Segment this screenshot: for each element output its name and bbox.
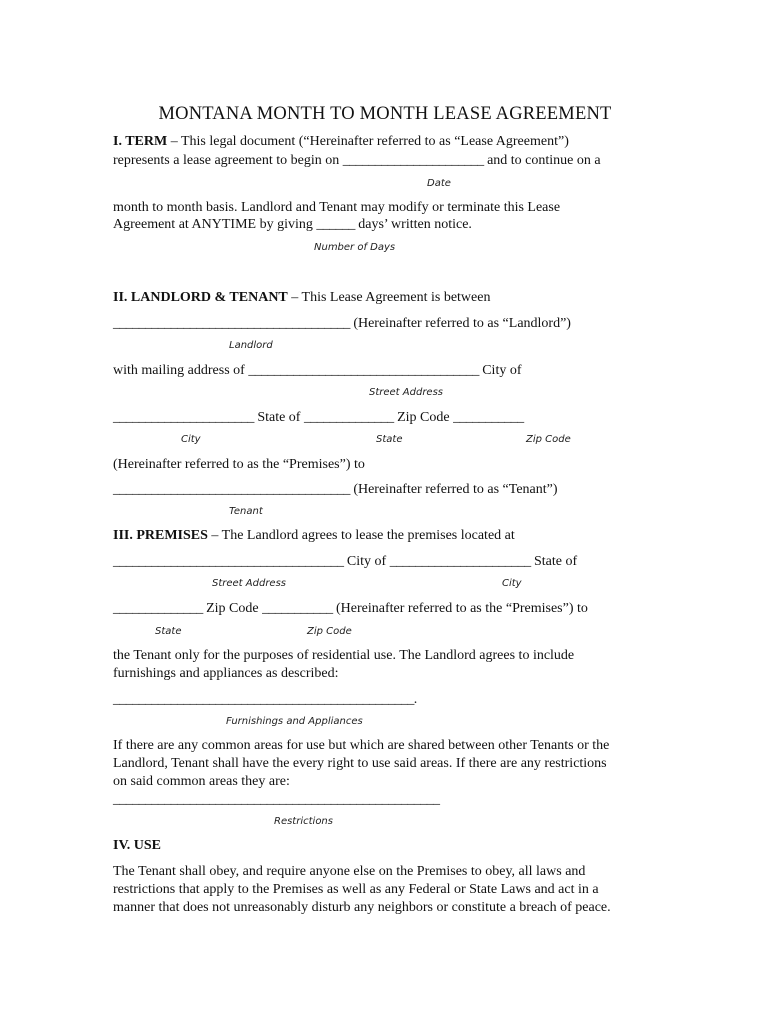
premises-city-blank[interactable]: ______________________ <box>389 554 531 569</box>
furnishings-blank[interactable]: _______________________________________________. <box>113 692 417 707</box>
premises-street-blank[interactable]: ____________________________________ <box>113 554 344 569</box>
street-caption: Street Address <box>369 387 444 398</box>
date-blank[interactable]: ______________________ <box>342 153 484 168</box>
tenant-line: _____________________________________ (Hereinafter referred to as “Tenant”) <box>113 482 558 497</box>
parties-heading: II. LANDLORD & TENANT <box>113 290 288 305</box>
premises-city-caption: City <box>502 578 522 589</box>
landlord-line: _____________________________________ (Hereinafter referred to as “Landlord”) <box>113 316 571 331</box>
use-para-2: restrictions that apply to the Premises as well as any Federal or State Laws and act in a <box>113 882 599 897</box>
premises-address-line: ____________________________________ City of ______________________ State of <box>113 554 578 569</box>
use-heading-line <box>113 837 161 855</box>
city-caption: City <box>181 434 201 445</box>
tenant-blank[interactable]: _____________________________________ <box>113 482 350 497</box>
use-heading: IV. USE <box>113 838 161 853</box>
premises-line-1: III. PREMISES – The Landlord agrees to lease the premises located at <box>113 528 515 543</box>
use-para-3: manner that does not unreasonably disturb any neighbors or constitute a breach of peace. <box>113 900 611 915</box>
tenant-caption: Tenant <box>229 506 263 517</box>
term-heading: I. TERM <box>113 134 168 149</box>
furnishings-caption: Furnishings and Appliances <box>226 716 363 727</box>
premises-zip-caption: Zip Code <box>307 626 352 637</box>
landlord-city-blank[interactable]: ______________________ <box>113 410 254 425</box>
landlord-city-line: ______________________ State of ______________ Zip Code ___________ <box>113 410 524 425</box>
term-line-3: month to month basis. Landlord and Tenant may modify or terminate this Lease <box>113 200 561 215</box>
restrictions-blank[interactable]: ___________________________________________________ <box>113 792 440 807</box>
common-areas-line-1: If there are any common areas for use but which are shared between other Tenants or the <box>113 738 610 753</box>
notice-days-blank[interactable]: ______ <box>316 217 355 232</box>
restrictions-caption: Restrictions <box>274 816 333 827</box>
landlord-state-blank[interactable]: ______________ <box>303 410 394 425</box>
premises-street-caption: Street Address <box>212 578 287 589</box>
premises-state-caption: State <box>155 626 182 637</box>
premises-zip-blank[interactable]: ___________ <box>262 601 333 616</box>
zip-caption: Zip Code <box>526 434 571 445</box>
premises-para-1: the Tenant only for the purposes of residential use. The Landlord agrees to include <box>113 648 575 663</box>
premises-ref-line: (Hereinafter referred to as the “Premises”) to <box>113 457 365 472</box>
use-para-1: The Tenant shall obey, and require anyone else on the Premises to obey, all laws and <box>113 864 586 879</box>
parties-line-1: II. LANDLORD & TENANT – This Lease Agreement is between <box>113 290 491 305</box>
term-line-1: I. TERM – This legal document (“Hereinafter referred to as “Lease Agreement”) <box>113 134 569 149</box>
date-caption: Date <box>427 178 451 189</box>
term-line-4: Agreement at ANYTIME by giving ______ days’ written notice. <box>113 217 472 232</box>
term-line-2: represents a lease agreement to begin on ______________________ and to continue on a <box>113 153 601 168</box>
landlord-caption: Landlord <box>229 340 273 351</box>
days-caption: Number of Days <box>314 242 396 253</box>
premises-state-line: ______________ Zip Code ___________ (Hereinafter referred to as the “Premises”) to <box>113 601 588 616</box>
landlord-zip-blank[interactable]: ___________ <box>453 410 524 425</box>
landlord-blank[interactable]: _____________________________________ <box>113 316 350 331</box>
premises-heading: III. PREMISES <box>113 528 208 543</box>
state-caption: State <box>376 434 403 445</box>
common-areas-line-3: on said common areas they are: <box>113 774 290 789</box>
landlord-street-blank[interactable]: ____________________________________ <box>248 363 479 378</box>
premises-state-blank[interactable]: ______________ <box>113 601 203 616</box>
common-areas-line-2: Landlord, Tenant shall have the every right to use said areas. If there are any restrictions <box>113 756 607 771</box>
premises-para-2: furnishings and appliances as described: <box>113 666 339 681</box>
document-title: MONTANA MONTH TO MONTH LEASE AGREEMENT <box>158 104 612 124</box>
mailing-line: with mailing address of ____________________________________ City of <box>113 363 522 378</box>
